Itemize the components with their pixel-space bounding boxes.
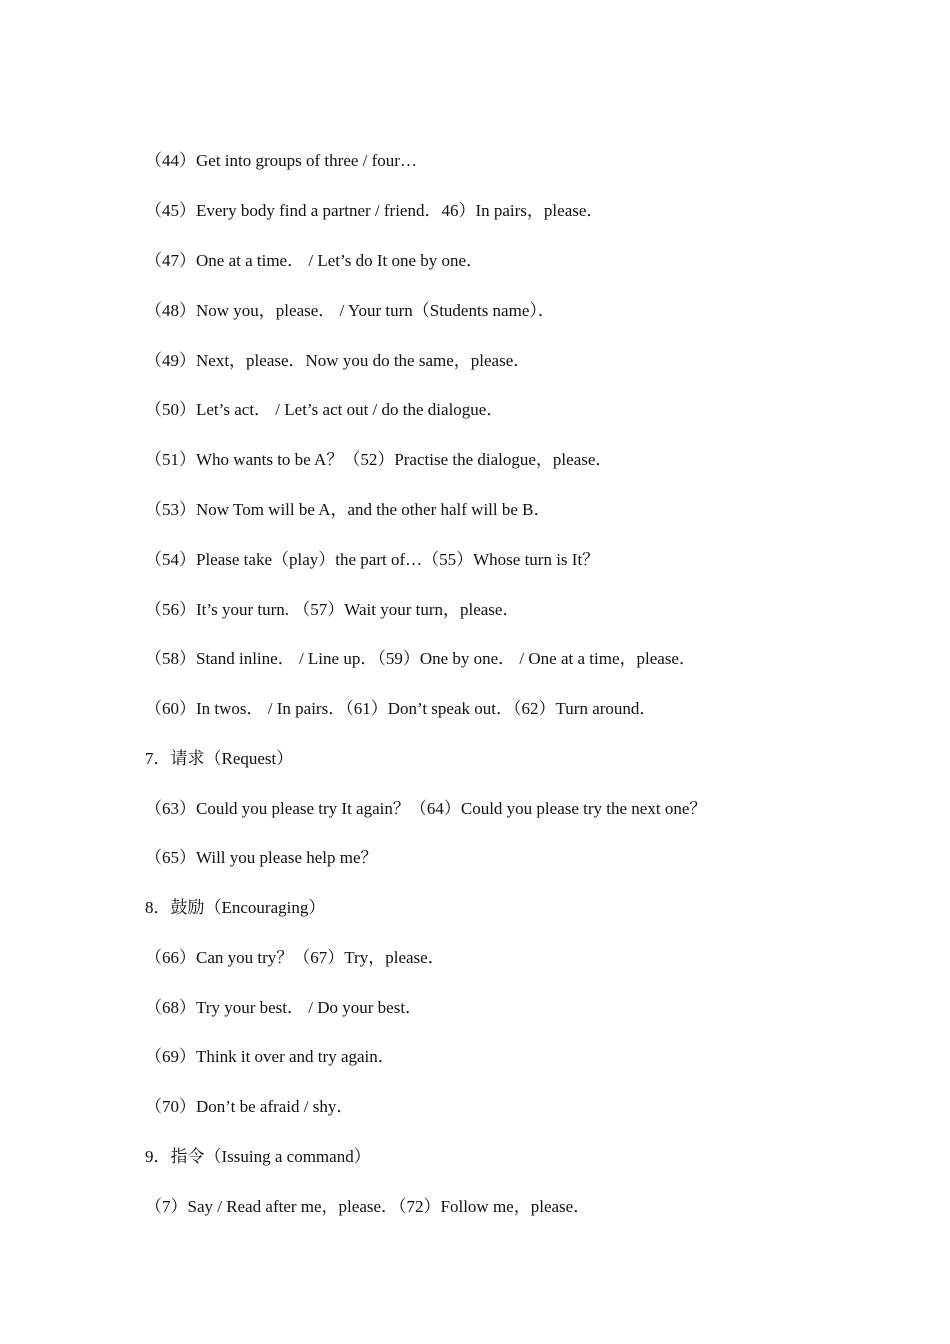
text-line-70: （70）Don’t be afraid / shy． <box>145 1097 354 1116</box>
text-line-69: （69）Think it over and try again． <box>145 1047 395 1066</box>
text-line-65: （65）Will you please help me？ <box>145 848 378 867</box>
section-heading-request: 7．请求（Request） <box>145 749 294 768</box>
text-line-49: （49）Next，please．Now you do the same，please． <box>145 351 531 370</box>
text-line-56: （56）It’s your turn. （57）Wait your turn，please． <box>145 600 520 619</box>
text-line-47: （47）One at a time． / Let’s do It one by one． <box>145 251 484 270</box>
section-heading-encouraging: 8．鼓励（Encouraging） <box>145 898 326 917</box>
text-line-45: （45）Every body find a partner / friend．46）In pairs，please． <box>145 201 604 220</box>
text-line-51: （51）Who wants to be A？（52）Practise the dialogue，please． <box>145 450 613 469</box>
text-line-66: （66）Can you try？（67）Try，please． <box>145 948 445 967</box>
text-line-63: （63）Could you please try It again？（64）Could you please try the next one？ <box>145 799 707 818</box>
text-line-60: （60）In twos． / In pairs．（61）Don’t speak out．（62）Turn around． <box>145 699 657 718</box>
text-line-54: （54）Please take（play）the part of…（55）Whose turn is It？ <box>145 550 600 569</box>
text-line-44: （44）Get into groups of three / four… <box>145 151 417 170</box>
text-line-71: （7）Say / Read after me，please．（72）Follow me，please． <box>145 1197 591 1216</box>
text-line-68: （68）Try your best． / Do your best． <box>145 998 423 1017</box>
text-line-48: （48）Now you，please． / Your turn（Students name）． <box>145 301 555 320</box>
text-line-53: （53）Now Tom will be A，and the other half will be B． <box>145 500 551 519</box>
text-line-58: （58）Stand inline． / Line up．（59）One by one． / One at a time，please． <box>145 649 696 668</box>
text-line-50: （50）Let’s act． / Let’s act out / do the dialogue． <box>145 400 504 419</box>
section-heading-command: 9．指令（Issuing a command） <box>145 1147 371 1166</box>
